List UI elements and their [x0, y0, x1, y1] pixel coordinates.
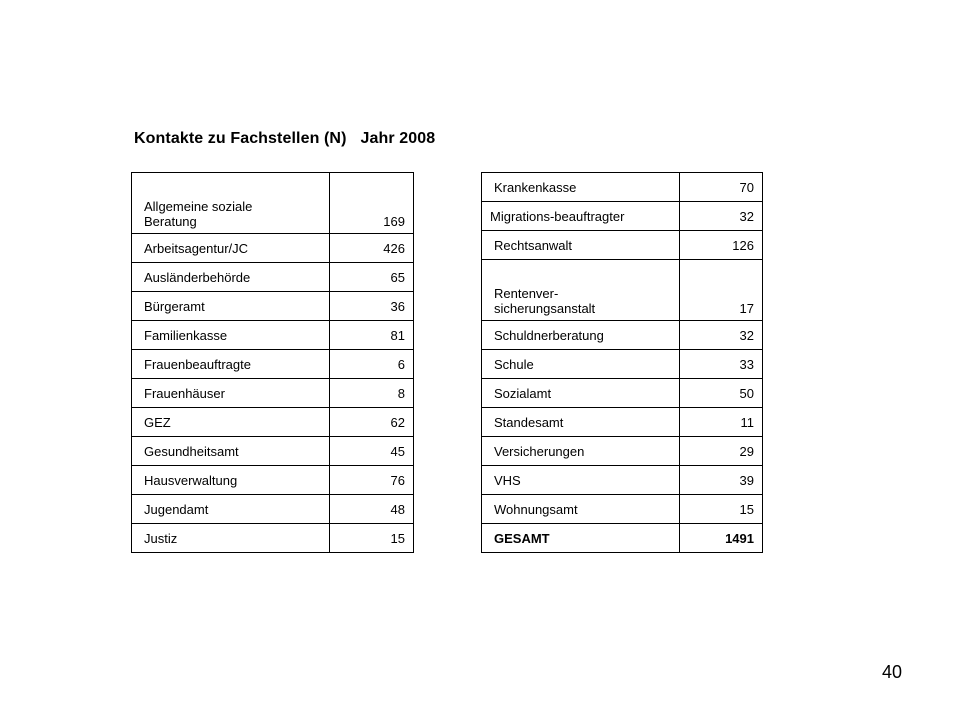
table-row	[482, 437, 763, 466]
row-label	[482, 260, 680, 321]
row-value: 8	[330, 379, 414, 408]
title-year: Jahr 2008	[360, 130, 436, 147]
row-label-line1: Rentenver-	[494, 286, 559, 301]
row-label: Wohnungsamt	[482, 495, 680, 524]
row-label: Frauenbeauftragte	[132, 350, 330, 379]
table-row	[132, 524, 414, 553]
row-label: Krankenkasse	[482, 173, 680, 202]
table-row	[132, 350, 414, 379]
page-number: 40	[881, 662, 902, 682]
table-row-total	[482, 524, 763, 553]
row-value: 126	[680, 231, 763, 260]
row-label: Frauenhäuser	[132, 379, 330, 408]
table-row	[482, 379, 763, 408]
contacts-table-left	[131, 172, 414, 553]
row-label: Versicherungen	[482, 437, 680, 466]
row-value: 48	[330, 495, 414, 524]
row-value: 15	[330, 524, 414, 553]
row-label-line2: Beratung	[144, 214, 197, 229]
row-label: Sozialamt	[482, 379, 680, 408]
row-label: Standesamt	[482, 408, 680, 437]
row-label-line1: Allgemeine soziale	[144, 199, 253, 214]
row-label: Migrations-beauftragter	[482, 202, 680, 231]
row-label: Rechtsanwalt	[482, 231, 680, 260]
contacts-table-right	[481, 172, 763, 553]
page-title	[134, 130, 435, 148]
row-value: 169	[330, 173, 414, 234]
row-label: Familienkasse	[132, 321, 330, 350]
row-value: 39	[680, 466, 763, 495]
row-label: Schuldnerberatung	[482, 321, 680, 350]
table-row	[132, 321, 414, 350]
row-value: 33	[680, 350, 763, 379]
total-value: 1491	[680, 524, 763, 553]
table-row	[132, 495, 414, 524]
row-value: 62	[330, 408, 414, 437]
row-label	[132, 173, 330, 234]
row-label: GEZ	[132, 408, 330, 437]
row-label: Arbeitsagentur/JC	[132, 234, 330, 263]
row-value: 6	[330, 350, 414, 379]
table-row	[132, 292, 414, 321]
row-value: 17	[680, 260, 763, 321]
row-label: Ausländerbehörde	[132, 263, 330, 292]
row-value: 81	[330, 321, 414, 350]
table-row	[482, 231, 763, 260]
table-row	[132, 379, 414, 408]
table-row	[482, 321, 763, 350]
row-value: 70	[680, 173, 763, 202]
table-row	[482, 466, 763, 495]
row-value: 32	[680, 321, 763, 350]
table-row	[482, 350, 763, 379]
row-value: 65	[330, 263, 414, 292]
row-label: Bürgeramt	[132, 292, 330, 321]
row-value: 15	[680, 495, 763, 524]
row-value: 50	[680, 379, 763, 408]
row-value: 45	[330, 437, 414, 466]
row-label: Schule	[482, 350, 680, 379]
row-value: 36	[330, 292, 414, 321]
table-row	[132, 263, 414, 292]
row-value: 11	[680, 408, 763, 437]
table-row	[482, 495, 763, 524]
table-row	[132, 234, 414, 263]
row-label: Justiz	[132, 524, 330, 553]
table-row	[132, 466, 414, 495]
row-value: 76	[330, 466, 414, 495]
row-label: Hausverwaltung	[132, 466, 330, 495]
table-row	[132, 408, 414, 437]
row-value: 426	[330, 234, 414, 263]
table-row	[482, 408, 763, 437]
table-row	[132, 437, 414, 466]
table-row	[482, 173, 763, 202]
table-row	[482, 202, 763, 231]
table-row	[132, 173, 414, 234]
row-label: Gesundheitsamt	[132, 437, 330, 466]
row-label-line2: sicherungsanstalt	[494, 301, 596, 316]
row-value: 29	[680, 437, 763, 466]
row-value: 32	[680, 202, 763, 231]
table-row	[482, 260, 763, 321]
row-label: Jugendamt	[132, 495, 330, 524]
total-label: GESAMT	[482, 524, 680, 553]
title-main: Kontakte zu Fachstellen (N)	[134, 130, 347, 147]
row-label: VHS	[482, 466, 680, 495]
